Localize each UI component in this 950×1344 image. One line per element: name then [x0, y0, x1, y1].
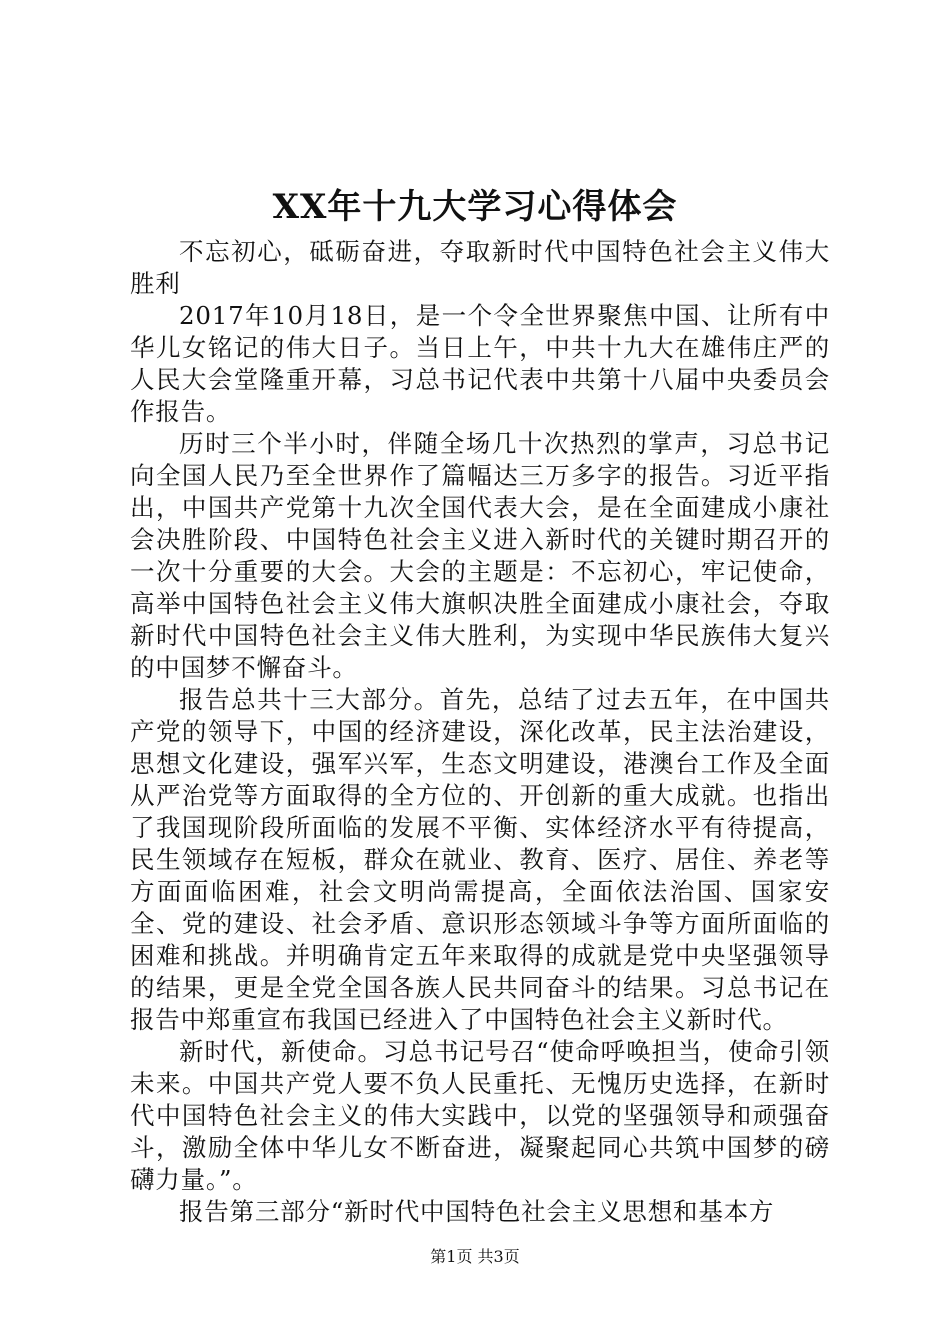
paragraph: 不忘初心，砥砺奋进，夺取新时代中国特色社会主义伟大胜利: [130, 237, 830, 298]
document-body: [130, 236, 830, 1228]
paragraph: 报告总共十三大部分。首先，总结了过去五年，在中国共产党的领导下，中国的经济建设，深化改革，民主法治建设，思想文化建设，强军兴军，生态文明建设，港澳台工作及全面从严治党等方面取得的全方位的、开创新的重大成就。也指出了我国现阶段所面临的发展不平衡、实体经济水平有待提高，民生领域存在短板，群众在就业、教育、医疗、居住、养老等方面面临困难，社会文明尚需提高，全面依法治国、国家安全、党的建设、社会矛盾、意识形态领域斗争等方面所面临的困难和挑战。并明确肯定五年来取得的成就是党中央坚强领导的结果，更是全党全国各族人民共同奋斗的结果。习总书记在报告中郑重宣布我国已经进入了中国特色社会主义新时代。: [130, 685, 830, 1034]
paragraph: 2017年10月18日，是一个令全世界聚焦中国、让所有中华儿女铭记的伟大日子。当日上午，中共十九大在雄伟庄严的人民大会堂隆重开幕，习总书记代表中共第十八届中央委员会作报告。: [130, 301, 830, 426]
paragraph: 历时三个半小时，伴随全场几十次热烈的掌声，习总书记向全国人民乃至全世界作了篇幅达三万多字的报告。习近平指出，中国共产党第十九次全国代表大会，是在全面建成小康社会决胜阶段、中国特色社会主义进入新时代的关键时期召开的一次十分重要的大会。大会的主题是：不忘初心，牢记使命，高举中国特色社会主义伟大旗帜决胜全面建成小康社会，夺取新时代中国特色社会主义伟大胜利，为实现中华民族伟大复兴的中国梦不懈奋斗。: [130, 429, 830, 682]
paragraph: 报告第三部分“新时代中国特色社会主义思想和基本方: [179, 1197, 775, 1226]
document-title: XX年十九大学习心得体会: [272, 187, 678, 227]
paragraph: 新时代，新使命。习总书记号召“使命呼唤担当，使命引领未来。中国共产党人要不负人民重托、无愧历史选择，在新时代中国特色社会主义的伟大实践中，以党的坚强领导和顽强奋斗，激励全体中华儿女不断奋进，凝聚起同心共筑中国梦的磅礴力量。”。: [130, 1037, 830, 1194]
page-footer: 第1页 共3页: [430, 1247, 520, 1266]
